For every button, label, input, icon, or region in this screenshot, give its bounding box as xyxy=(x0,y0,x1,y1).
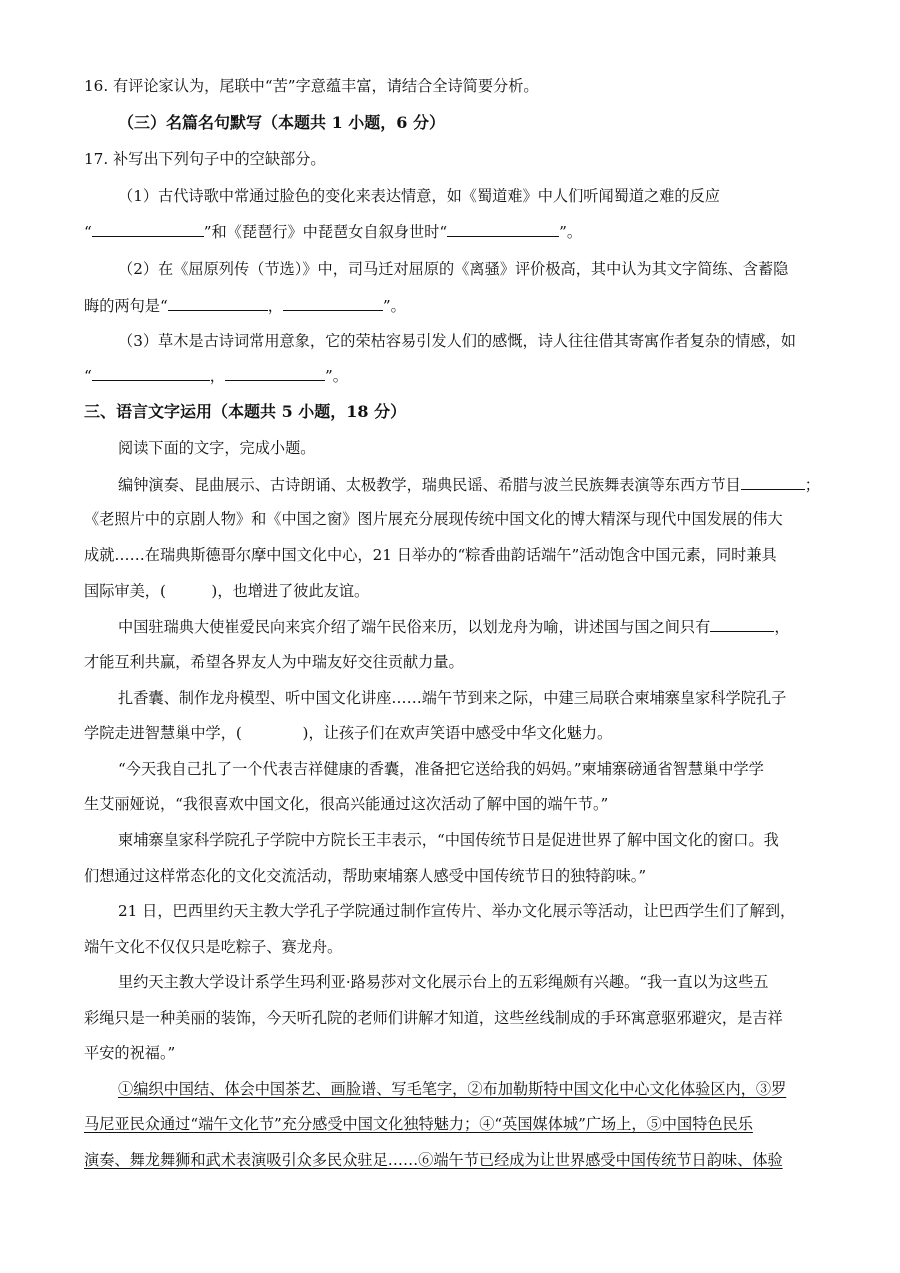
para1-line4: 国际审美，( )，也增进了彼此友谊。 xyxy=(84,582,370,600)
para6-line1: 21 日，巴西里约天主教大学孔子学院通过制作宣传片、举办文化展示等活动，让巴西学生们了解到， xyxy=(118,902,796,920)
para5-line2: 们想通过这样常态化的文化交流活动，帮助柬埔寨人感受中国传统节日的独特韵味。” xyxy=(84,867,647,885)
para4-line1: “今天我自己扎了一个代表吉祥健康的香囊，准备把它送给我的妈妈。”柬埔寨磅通省智慧巢中学学 xyxy=(118,760,764,778)
answer-blank-6[interactable] xyxy=(225,365,325,381)
question-16: 16. 有评论家认为，尾联中“苦”字意蕴丰富，请结合全诗简要分析。 xyxy=(84,77,539,95)
q17-part3-line2: “ ， ”。 xyxy=(84,367,348,385)
para1-line1: 编钟演奏、昆曲展示、古诗朗诵、太极教学，瑞典民谣、希腊与波兰民族舞表演等东西方节目 ； xyxy=(118,476,820,494)
para8-underlined-line3: 演奏、舞龙舞狮和武术表演吸引众多民众驻足……⑥端午节已经成为让世界感受中国传统节日韵味、体验 xyxy=(84,1151,783,1169)
reading-intro: 阅读下面的文字，完成小题。 xyxy=(118,439,316,457)
para7-line2: 彩绳只是一种美丽的装饰，今天听孔院的老师们讲解才知道，这些丝线制成的手环寓意驱邪避灾，是吉祥 xyxy=(84,1009,783,1027)
q17-part1-line2: “ ”和《琵琶行》中琵琶女自叙身世时“ ”。 xyxy=(84,223,583,241)
answer-blank-1[interactable] xyxy=(92,221,204,237)
answer-blank-2[interactable] xyxy=(447,221,559,237)
para2-line2: 才能互利共赢，希望各界友人为中瑞友好交往贡献力量。 xyxy=(84,653,464,671)
para7-line3: 平安的祝福。” xyxy=(84,1044,176,1062)
para6-line2: 端午文化不仅仅只是吃粽子、赛龙舟。 xyxy=(84,938,343,956)
answer-blank-5[interactable] xyxy=(92,365,210,381)
para1-line3: 成就……在瑞典斯德哥尔摩中国文化中心，21 日举办的“粽香曲韵话端午”活动饱含中国元素，同时兼具 xyxy=(84,546,777,564)
para8-underlined-line2: 马尼亚民众通过“端午文化节”充分感受中国文化独特魅力；④“英国媒体城”广场上，⑤中国特色民乐 xyxy=(84,1115,753,1133)
part-heading-language-use: 三、语言文字运用（本题共 5 小题，18 分） xyxy=(84,402,407,421)
para4-line2: 生艾丽娅说，“我很喜欢中国文化，很高兴能通过这次活动了解中国的端午节。” xyxy=(84,795,609,813)
para2-line1: 中国驻瑞典大使崔爱民向来宾介绍了端午民俗来历，以划龙舟为喻，讲述国与国之间只有 ， xyxy=(118,618,790,636)
q17-part1-line1: （1）古代诗歌中常通过脸色的变化来表达情意，如《蜀道难》中人们听闻蜀道之难的反应 xyxy=(118,187,720,205)
answer-blank-8[interactable] xyxy=(710,616,774,632)
section-heading-famous-lines: （三）名篇名句默写（本题共 1 小题，6 分） xyxy=(118,113,445,132)
answer-blank-3[interactable] xyxy=(168,295,268,311)
q17-part3-line1: （3）草木是古诗词常用意象，它的荣枯容易引发人们的感慨，诗人往往借其寄寓作者复杂的情感，如 xyxy=(118,332,796,350)
question-17: 17. 补写出下列句子中的空缺部分。 xyxy=(84,150,326,168)
q17-part2-line2: 晦的两句是“ ， ”。 xyxy=(84,297,406,315)
answer-blank-7[interactable] xyxy=(741,474,805,490)
para1-line2: 《老照片中的京剧人物》和《中国之窗》图片展充分展现传统中国文化的博大精深与现代中国发展的伟大 xyxy=(84,510,783,528)
para3-line1: 扎香囊、制作龙舟模型、听中国文化讲座……端午节到来之际，中建三局联合柬埔寨皇家科学院孔子 xyxy=(118,689,787,707)
para5-line1: 柬埔寨皇家科学院孔子学院中方院长王丰表示，“中国传统节日是促进世界了解中国文化的窗口。我 xyxy=(118,831,779,849)
para3-line2: 学院走进智慧巢中学，( )，让孩子们在欢声笑语中感受中华文化魅力。 xyxy=(84,724,613,742)
q17-part2-line1: （2）在《屈原列传（节选）》中，司马迁对屈原的《离骚》评价极高，其中认为其文字简练、含蓄隐 xyxy=(118,260,789,278)
answer-blank-4[interactable] xyxy=(283,295,383,311)
para8-underlined-line1: ①编织中国结、体会中国茶艺、画脸谱、写毛笔字，②布加勒斯特中国文化中心文化体验区内，③罗 xyxy=(118,1080,787,1098)
para7-line1: 里约天主教大学设计系学生玛利亚·路易莎对文化展示台上的五彩绳颇有兴趣。“我一直以为这些五 xyxy=(118,973,769,991)
